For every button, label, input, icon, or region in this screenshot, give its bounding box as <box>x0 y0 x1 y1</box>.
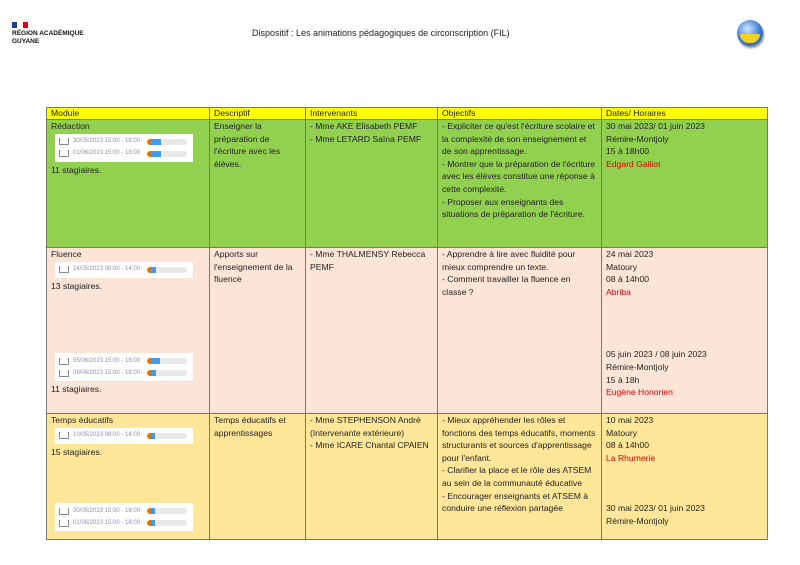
column-header: Descriptif <box>210 108 306 120</box>
objectifs-cell <box>438 120 602 248</box>
cell-line: - Mme LETARD Saïna PEMF <box>310 133 422 144</box>
column-header: Module <box>47 108 210 120</box>
classroom-icon <box>59 150 69 157</box>
descriptif-cell: Enseigner la préparation de l'écriture avec les élèves. <box>210 120 306 248</box>
logo-line: RÉGION ACADÉMIQUE <box>12 30 84 37</box>
cell-line: - Mme AKE Elisabeth PEMF <box>310 121 418 131</box>
participant-count: 15 stagiaires. <box>51 446 103 457</box>
session-date: 05/06/2023 15:00 - 18:00 <box>73 357 141 364</box>
bar-fill <box>151 151 161 157</box>
module-cell <box>47 414 210 540</box>
descriptif-cell: Temps éducatifs et apprentissages <box>210 414 306 540</box>
bar-fill <box>151 358 160 364</box>
dates-cell <box>602 414 768 540</box>
module-name: Fluence <box>51 249 82 259</box>
place: Matoury <box>606 427 638 438</box>
column-header: Intervenants <box>306 108 438 120</box>
session-date: 30/05/2023 15:00 - 18:00 <box>73 507 141 514</box>
venue: Eugène Honorien <box>606 387 673 398</box>
classroom-icon <box>59 358 69 365</box>
french-flag-icon <box>12 22 28 28</box>
session-date: 24/05/2023 08:00 - 14:00 <box>73 266 141 273</box>
training-table <box>46 107 768 540</box>
bar-fill <box>151 508 155 514</box>
objectifs-cell <box>438 248 602 414</box>
page-title: Dispositif : Les animations pédagogiques de circonscription (FIL) <box>252 28 510 38</box>
classroom-icon <box>59 138 69 145</box>
session-item[interactable] <box>59 505 189 517</box>
hours: 08 à 14h00 <box>606 440 650 451</box>
cell-line: - Apprendre à lire avec fluidité pour mieux comprendre un texte. <box>442 249 576 272</box>
intervenants-cell <box>306 248 438 414</box>
session-item[interactable] <box>59 430 189 442</box>
classroom-icon <box>59 508 69 515</box>
participant-count: 11 stagiaires. <box>51 384 102 395</box>
date: 05 juin 2023 / 08 juin 2023 <box>606 349 707 360</box>
place: Rémire-Montjoly <box>606 515 669 526</box>
enrollment-bar <box>147 267 187 273</box>
venue: Edgard Galliot <box>606 158 661 169</box>
enrollment-bar <box>147 508 187 514</box>
session-item[interactable] <box>59 517 189 529</box>
table-row <box>47 120 768 248</box>
bar-fill <box>151 370 156 376</box>
enrollment-bar <box>147 151 187 157</box>
cell-line: - Mme THALMENSY Rebecca PEMF <box>310 249 426 272</box>
bar-fill <box>151 139 161 145</box>
enrollment-bar <box>147 433 187 439</box>
module-cell <box>47 120 210 248</box>
table-header-row <box>47 108 768 120</box>
place: Matoury <box>606 261 638 272</box>
session-date: 30/05/2023 15:00 - 18:00 <box>73 138 141 145</box>
module-cell <box>47 248 210 414</box>
sessions <box>55 503 193 531</box>
date: 24 mai 2023 <box>606 249 654 259</box>
session-item[interactable] <box>59 355 189 367</box>
descriptif-cell: Apports sur l'enseignement de la fluence <box>210 248 306 414</box>
objectifs-cell <box>438 414 602 540</box>
enrollment-bar <box>147 358 187 364</box>
bar-fill <box>151 267 156 273</box>
bar-fill <box>151 520 155 526</box>
date: 10 mai 2023 <box>606 415 654 425</box>
table-row <box>47 248 768 414</box>
academy-logo <box>12 22 84 45</box>
session-date: 08/06/2023 15:00 - 18:00 <box>73 369 141 376</box>
session-date: 01/06/2023 15:00 - 18:00 <box>73 519 141 526</box>
cell-line: - Mme ICARE Chantal CPAIEN <box>310 440 429 451</box>
session-date: 10/05/2023 08:00 - 14:00 <box>73 432 141 439</box>
participant-count: 11 stagiaires. <box>51 164 102 175</box>
hours: 08 à 14h00 <box>606 274 650 285</box>
enrollment-bar <box>147 370 187 376</box>
date: 30 mai 2023/ 01 juin 2023 <box>606 503 705 514</box>
cell-line: - Clarifier la place et le rôle des ATSEM au sein de la communauté éducative <box>442 465 592 488</box>
session-item[interactable] <box>59 136 189 148</box>
hours: 15 à 18h00 <box>606 146 650 157</box>
intervenants-cell <box>306 414 438 540</box>
classroom-icon <box>59 520 69 527</box>
session-item[interactable] <box>59 148 189 160</box>
cell-line: - Mme STEPHENSON André (Intervenante extérieure) <box>310 415 421 438</box>
place: Rémire-Montjoly <box>606 133 669 144</box>
bar-fill <box>151 433 155 439</box>
cell-line: - Mieux appréhender les rôles et fonctions des temps éducatifs, moments structurants et sources d'apprentissage pour l'enfant. <box>442 415 596 463</box>
venue: La Rhumerie <box>606 452 656 463</box>
cell-line: - Montrer que la préparation de l'écriture avec les élèves constitue une réponse à cette complexité. <box>442 158 596 194</box>
sessions <box>55 134 193 162</box>
cell-line: - Expliciter ce qu'est l'écriture scolaire et la complexité de son enseignement et de son apprentissage. <box>442 121 595 157</box>
sessions <box>55 353 193 381</box>
logo-line: GUYANE <box>12 37 40 45</box>
cell-line: - Encourager enseignants et ATSEM à conduire une réflexion partagée <box>442 490 589 514</box>
date: 30 mai 2023/ 01 juin 2023 <box>606 121 705 131</box>
column-header: Objectifs <box>438 108 602 120</box>
cell-line: - Proposer aux enseignants des situations de préparation de l'écriture. <box>442 196 586 220</box>
sessions <box>55 428 193 444</box>
dates-cell <box>602 120 768 248</box>
classroom-icon <box>59 266 69 273</box>
column-header: Dates/ Horaires <box>602 108 768 120</box>
globe-logo-icon <box>737 20 763 46</box>
module-name: Temps éducatifs <box>51 415 114 425</box>
place: Rémire-Montjoly <box>606 361 669 372</box>
participant-count: 13 stagiaires. <box>51 280 103 291</box>
hours: 15 à 18h <box>606 374 640 385</box>
table-row <box>47 414 768 540</box>
cell-line: - Comment travailler la fluence en classe ? <box>442 274 571 297</box>
classroom-icon <box>59 370 69 377</box>
venue: Abriba <box>606 286 631 297</box>
dates-cell <box>602 248 768 414</box>
sessions <box>55 262 193 278</box>
enrollment-bar <box>147 139 187 145</box>
intervenants-cell <box>306 120 438 248</box>
module-name: Rédaction <box>51 121 90 131</box>
session-date: 01/06/2023 15:00 - 18:00 <box>73 150 141 157</box>
session-item[interactable] <box>59 264 189 276</box>
enrollment-bar <box>147 520 187 526</box>
classroom-icon <box>59 432 69 439</box>
session-item[interactable] <box>59 367 189 379</box>
